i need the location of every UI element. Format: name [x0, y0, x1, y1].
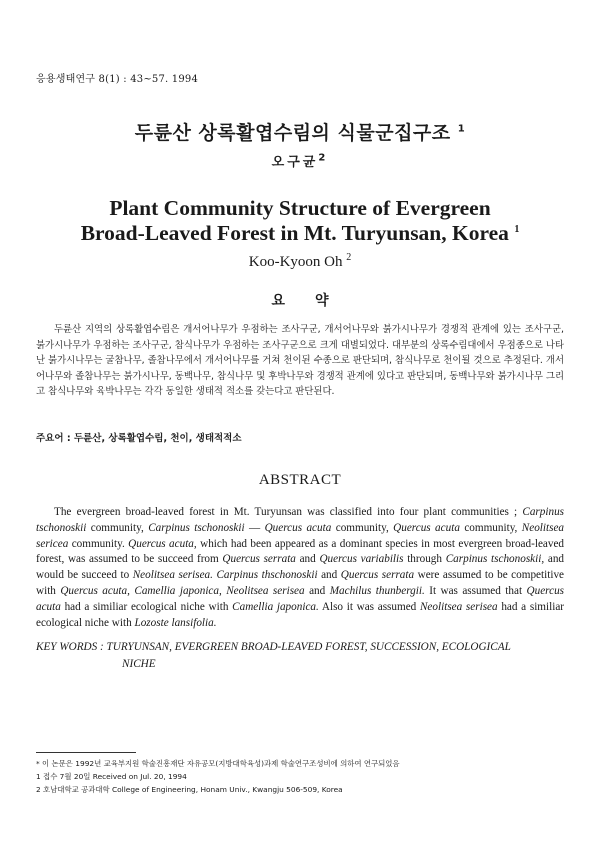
english-author: [0, 254, 600, 271]
species-name: Machilus thunbergii.: [329, 584, 425, 597]
abstract-text: Also it was assumed: [321, 600, 417, 613]
korean-author: [0, 151, 600, 170]
abstract-text: The evergreen broad-leaved forest in Mt. Turyunsan was classified into four plant communities ;: [54, 506, 518, 518]
abstract-text: were assumed to be competitive with: [36, 569, 564, 597]
footnote-affiliation: 2 호남대학교 공과대학 College of Engineering, Honam Univ., Kwangju 506-509, Korea: [36, 785, 343, 794]
english-keywords-line-2: NICHE: [122, 658, 156, 670]
species-name: Carpinus tschonoskii: [36, 506, 565, 534]
abstract-text: and: [321, 569, 338, 582]
species-name: Quercus acuta,: [128, 537, 197, 550]
korean-title-text: 두륜산 상록활엽수림의 식물군집구조: [134, 122, 451, 144]
english-title-line-2-text: Broad-Leaved Forest in Mt. Turyunsan, Korea: [80, 221, 509, 245]
korean-title-footnote-mark: 1: [457, 123, 466, 135]
english-title-line-2: [0, 221, 600, 246]
korean-keywords: 주요어 : 두륜산, 상록활엽수림, 천이, 생태적적소: [36, 433, 242, 444]
species-name: Quercus serrata: [222, 553, 296, 566]
english-author-footnote-mark: 2: [346, 252, 352, 263]
species-name: Quercus acuta: [393, 521, 460, 534]
species-name: Camellia japonica.: [232, 600, 319, 613]
species-name: Lozoste lansifolia.: [134, 616, 217, 629]
species-name: Carpinus thschonoskii: [216, 569, 318, 582]
species-name: Quercus variabilis: [319, 553, 404, 566]
species-name: Quercus acuta: [36, 584, 565, 613]
journal-reference: 응용생태연구 8(1) : 43~57. 1994: [36, 74, 199, 85]
english-title-line-1: Plant Community Structure of Evergreen: [109, 196, 491, 220]
korean-abstract-heading: 요약: [271, 293, 359, 309]
english-keywords-label: KEY WORDS :: [36, 641, 104, 653]
species-name: Carpinus tschonoskii,: [445, 553, 545, 566]
species-name: Quercus acuta, Camellia japonica, Neolitsea serisea: [60, 584, 305, 597]
abstract-text: and would be succeed to: [36, 553, 565, 582]
abstract-text: and: [299, 553, 316, 566]
abstract-text: through: [407, 553, 442, 566]
english-abstract: [36, 505, 564, 631]
abstract-text: community,: [90, 521, 144, 534]
english-author-name: Koo-Kyoon Oh: [248, 254, 343, 270]
korean-author-name: 오구균: [271, 155, 319, 170]
abstract-text: had a similiar ecological niche with: [64, 600, 229, 613]
english-abstract-heading: ABSTRACT: [258, 472, 342, 488]
species-name: Neolitsea sericea: [36, 521, 565, 550]
abstract-text: community,: [464, 521, 518, 534]
korean-abstract: 두륜산 지역의 상록활엽수림은 개서어나무가 우점하는 조사구군, 개서어나무와 붉가시나무가 경쟁적 관계에 있는 조사구군, 붉가시나무가 우점하는 조사구군, 참식나무가 우점하는 조사구군으로 크게 대별되었다. 대부분의 상록수림대에서 우점종으로 나타난 붉가시나무는 굴참나무, 졸참나무에서 개서어나무를 거쳐 천이된 수종으로 판단되며, 참식나무로 천이될 것으로 추정된다. 개서어나무와 졸참나무는 붉가시나무, 동백나무, 참식나무 및 후박나무와 경쟁적 관계에 있다고 판단되며, 동백나무와 붉가시나무 그리고 참식나무와 육박나무는 각각 동일한 생태적 적소를 갖는다고 판단된다.: [36, 324, 564, 398]
english-title-footnote-mark: 1: [514, 223, 520, 235]
species-name: Neolitsea serisea: [419, 600, 498, 613]
english-title: [0, 196, 600, 246]
footnotes: [36, 757, 564, 796]
footnote-received: 1 접수 7월 20일 Received on Jul. 20, 1994: [36, 772, 187, 781]
korean-title: [0, 118, 600, 145]
footnote-funding: * 이 논문은 1992년 교육부지원 학술진흥재단 자유공모(지방대학육성)과제 학술연구조성비에 의하여 연구되었음: [36, 759, 400, 768]
abstract-text: —: [248, 521, 261, 534]
korean-author-footnote-mark: 2: [318, 152, 329, 164]
english-keywords: [36, 639, 564, 673]
abstract-text: community.: [71, 537, 125, 550]
abstract-text: It was assumed that: [429, 584, 523, 597]
english-keywords-line-1: TURYUNSAN, EVERGREEN BROAD-LEAVED FOREST, SUCCESSION, ECOLOGICAL: [106, 641, 511, 653]
species-name: Neolitsea serisea.: [132, 569, 213, 582]
abstract-text: which had been appeared as a dominant species in most evergreen broad-leaved forest, was assumed to be succeed from: [36, 537, 565, 566]
abstract-text: had a similiar ecological niche with: [36, 600, 565, 629]
abstract-text: and: [309, 584, 326, 597]
species-name: Quercus serrata: [340, 569, 415, 582]
abstract-text: community,: [335, 521, 389, 534]
footnote-divider: [36, 752, 136, 753]
species-name: Quercus acuta: [264, 521, 332, 534]
species-name: Carpinus tschonoskii: [148, 521, 245, 534]
